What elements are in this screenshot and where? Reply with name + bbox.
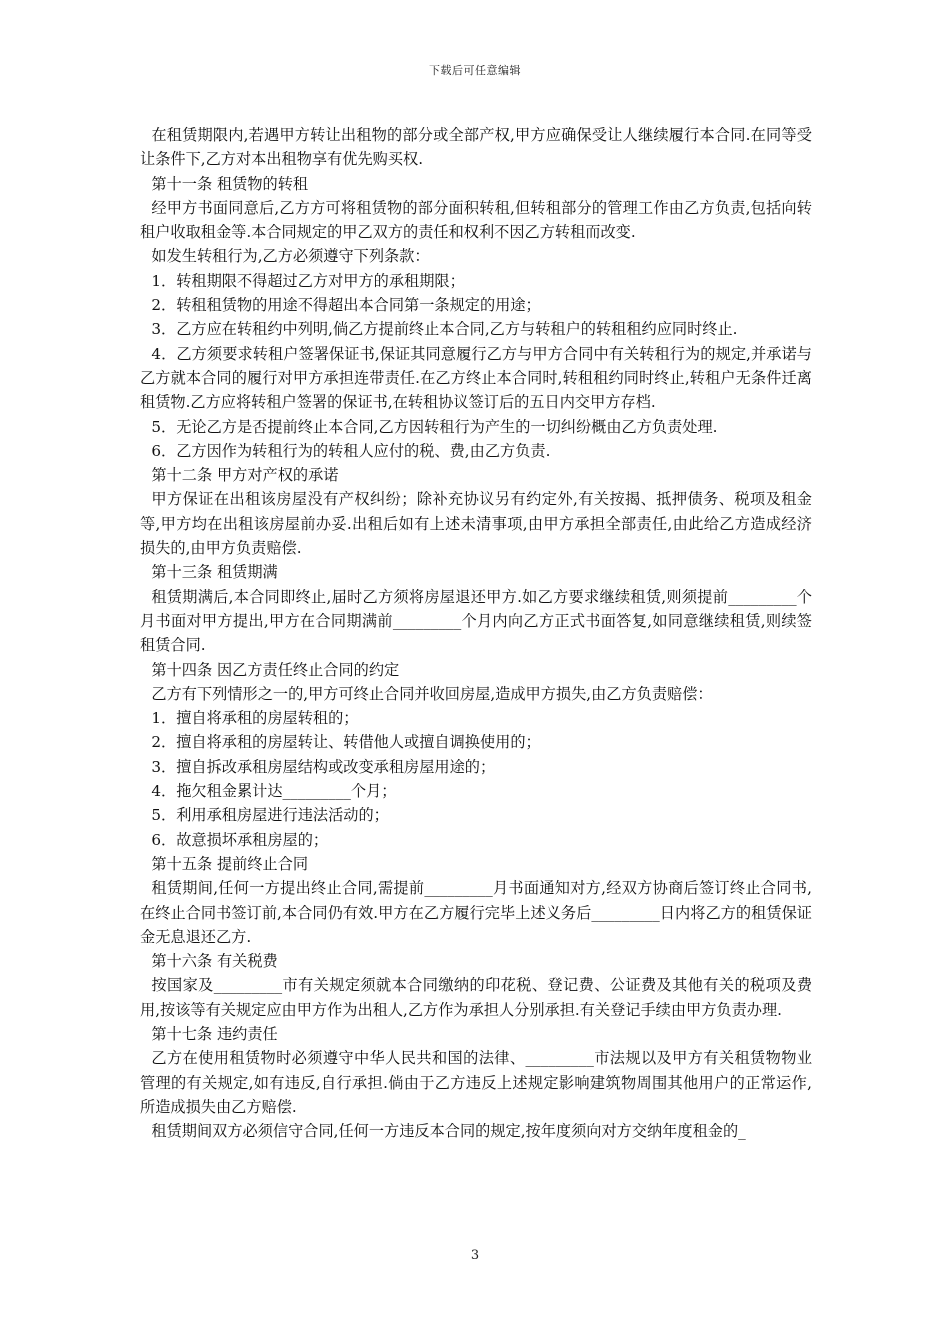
list-item: 3．乙方应在转租约中列明,倘乙方提前终止本合同,乙方与转租户的转租租约应同时终止. <box>151 320 738 339</box>
page-header: 下载后可任意编辑 <box>429 64 521 77</box>
paragraph: 经甲方书面同意后,乙方方可将租赁物的部分面积转租,但转租部分的管理工作由乙方负责,包括向转租户收取租金等.本合同规定的甲乙双方的责任和权利不因乙方转租而改变. <box>140 198 812 242</box>
article-heading: 第十二条 甲方对产权的承诺 <box>151 466 339 485</box>
article-heading: 第十四条 因乙方责任终止合同的约定 <box>151 660 400 679</box>
list-item: 2．擅自将承租的房屋转让、转借他人或擅自调换使用的； <box>151 733 541 752</box>
article-heading: 第十三条 租赁期满 <box>151 563 278 582</box>
paragraph: 按国家及_________市有关规定须就本合同缴纳的印花税、登记费、公证费及其他有关的税项及费用,按该等有关规定应由甲方作为出租人,乙方作为承担人分别承担.有关登记手续由甲方负责办理. <box>140 976 812 1019</box>
list-item: 4．乙方须要求转租户签署保证书,保证其同意履行乙方与甲方合同中有关转租行为的规定,并承诺与乙方就本合同的履行对甲方承担连带责任.在乙方终止本合同时,转租租约同时终止,转租户无条件迁离租赁物.乙方应将转租户签署的保证书,在转租协议签订后的五日内交甲方存档. <box>140 344 812 412</box>
list-item: 6．故意损坏承租房屋的； <box>151 830 329 849</box>
list-item: 5．无论乙方是否提前终止本合同,乙方因转租行为产生的一切纠纷概由乙方负责处理. <box>151 417 718 436</box>
list-item: 5．利用承租房屋进行违法活动的； <box>151 806 389 825</box>
paragraph: 租赁期间双方必须信守合同,任何一方违反本合同的规定,按年度须向对方交纳年度租金的_ <box>151 1122 746 1141</box>
list-item: 4．拖欠租金累计达_________个月； <box>151 782 397 801</box>
article-heading: 第十五条 提前终止合同 <box>151 854 309 873</box>
list-item: 2．转租租赁物的用途不得超出本合同第一条规定的用途； <box>151 296 541 315</box>
page-number: 3 <box>470 1248 480 1263</box>
paragraph: 乙方在使用租赁物时必须遵守中华人民共和国的法律、_________市法规以及甲方有关租赁物物业管理的有关规定,如有违反,自行承担.倘由于乙方违反上述规定影响建筑物周围其他用户的正常运作,所造成损失由乙方赔偿. <box>140 1049 812 1116</box>
paragraph: 在租赁期限内,若遇甲方转让出租物的部分或全部产权,甲方应确保受让人继续履行本合同.在同等受让条件下,乙方对本出租物享有优先购买权. <box>140 126 812 169</box>
list-item: 3．擅自拆改承租房屋结构或改变承租房屋用途的； <box>151 757 496 776</box>
article-heading: 第十六条 有关税费 <box>151 952 278 971</box>
list-item: 6．乙方因作为转租行为的转租人应付的税、费,由乙方负责. <box>151 441 551 460</box>
paragraph: 乙方有下列情形之一的,甲方可终止合同并收回房屋,造成甲方损失,由乙方负责赔偿： <box>151 684 713 703</box>
article-heading: 第十七条 违约责任 <box>151 1024 278 1043</box>
paragraph: 租赁期满后,本合同即终止,届时乙方须将房屋退还甲方.如乙方要求继续租赁,则须提前_________个月书面对甲方提出,甲方在合同期满前_________个月内向乙方正式书面答复,如同意继续租赁,则续签租赁合同. <box>140 587 812 655</box>
paragraph: 租赁期间,任何一方提出终止合同,需提前_________月书面通知对方,经双方协商后签订终止合同书,在终止合同书签订前,本合同仍有效.甲方在乙方履行完毕上述义务后_________日内将乙方的租赁保证金无息退还乙方. <box>140 879 812 946</box>
paragraph: 如发生转租行为,乙方必须遵守下列条款： <box>151 247 430 266</box>
list-item: 1．擅自将承租的房屋转租的； <box>151 709 359 728</box>
paragraph: 甲方保证在出租该房屋没有产权纠纷；除补充协议另有约定外,有关按揭、抵押债务、税项及租金等,甲方均在出租该房屋前办妥.出租后如有上述未清事项,由甲方承担全部责任,由此给乙方造成经济损失的,由甲方负责赔偿. <box>140 490 812 558</box>
contract-body <box>140 123 812 1143</box>
article-heading: 第十一条 租赁物的转租 <box>151 174 309 193</box>
list-item: 1．转租期限不得超过乙方对甲方的承租期限； <box>151 271 465 290</box>
